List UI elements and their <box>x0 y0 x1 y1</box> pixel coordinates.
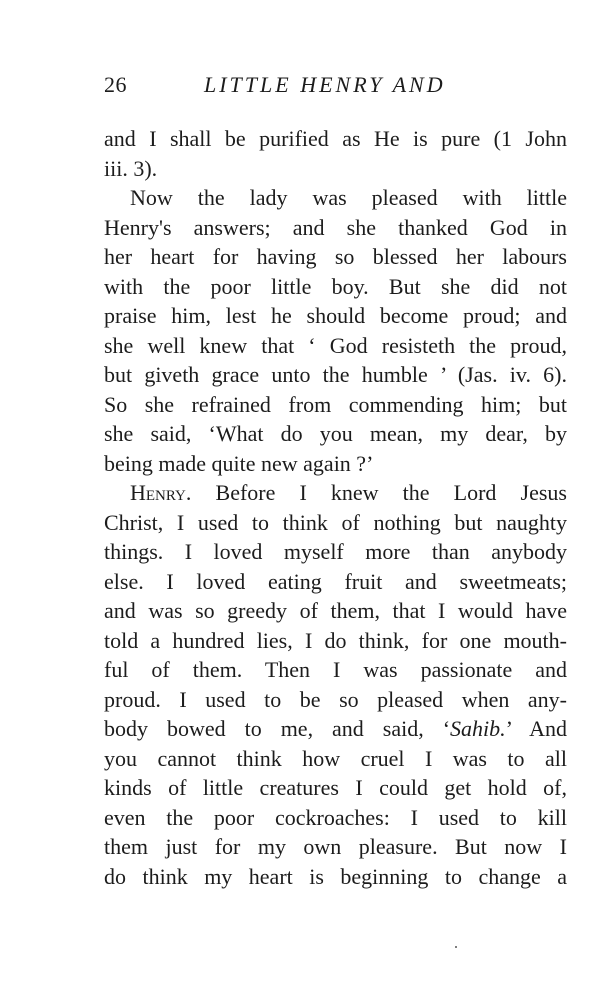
text-line-6: with the poor little boy. But she did not <box>104 273 567 299</box>
speaker-name: Henry. <box>130 480 192 505</box>
text-line-20: proud. I used to be so pleased when any- <box>104 686 567 712</box>
text-line-11: she said, ‘What do you mean, my dear, by <box>104 421 567 446</box>
text-line-22: you cannot think how cruel I was to all <box>104 745 567 771</box>
text-line-3: Now the lady was pleased with little <box>130 185 567 210</box>
paper-speck <box>455 946 457 948</box>
text-line-8: she well knew that ‘ God resisteth the proud, <box>104 332 567 358</box>
text-line-2: iii. 3). <box>104 155 158 181</box>
page-number: 26 <box>104 72 127 97</box>
text-line-16: else. I loved eating fruit and sweetmeats; <box>104 568 567 594</box>
text-line-25: them just for my own pleasure. But now I <box>104 834 567 859</box>
italic-word: Sahib. <box>450 716 506 741</box>
text-line-12: being made quite new again ?’ <box>104 450 374 476</box>
text-line-23: kinds of little creatures I could get hold of, <box>104 775 567 800</box>
text-line-19: ful of them. Then I was passionate and <box>104 657 567 682</box>
text-line-5: her heart for having so blessed her labours <box>104 244 567 269</box>
text-line-7: praise him, lest he should become proud; and <box>104 303 567 328</box>
text-line-15: things. I loved myself more than anybody <box>104 539 567 564</box>
text-line-21: body bowed to me, and said, ‘Sahib.’ And <box>104 716 567 741</box>
text-line-18: told a hundred lies, I do think, for one mouth- <box>104 627 567 653</box>
body-text <box>104 124 567 891</box>
page-header <box>104 72 568 106</box>
text-line-17: and was so greedy of them, that I would have <box>104 598 567 623</box>
running-head: LITTLE HENRY AND <box>204 72 446 97</box>
text-line-13: Henry. Before I knew the Lord Jesus <box>130 480 567 505</box>
text-line-24: even the poor cockroaches: I used to kill <box>104 804 567 830</box>
text-line-14: Christ, I used to think of nothing but naughty <box>104 509 567 535</box>
text-line-1: and I shall be purified as He is pure (1 John <box>104 126 567 151</box>
text-line-10: So she refrained from commending him; but <box>104 391 567 417</box>
text-line-26: do think my heart is beginning to change a <box>104 863 567 889</box>
text-line-4: Henry's answers; and she thanked God in <box>104 214 567 240</box>
text-line-9: but giveth grace unto the humble ’ (Jas. iv. 6). <box>104 362 567 387</box>
